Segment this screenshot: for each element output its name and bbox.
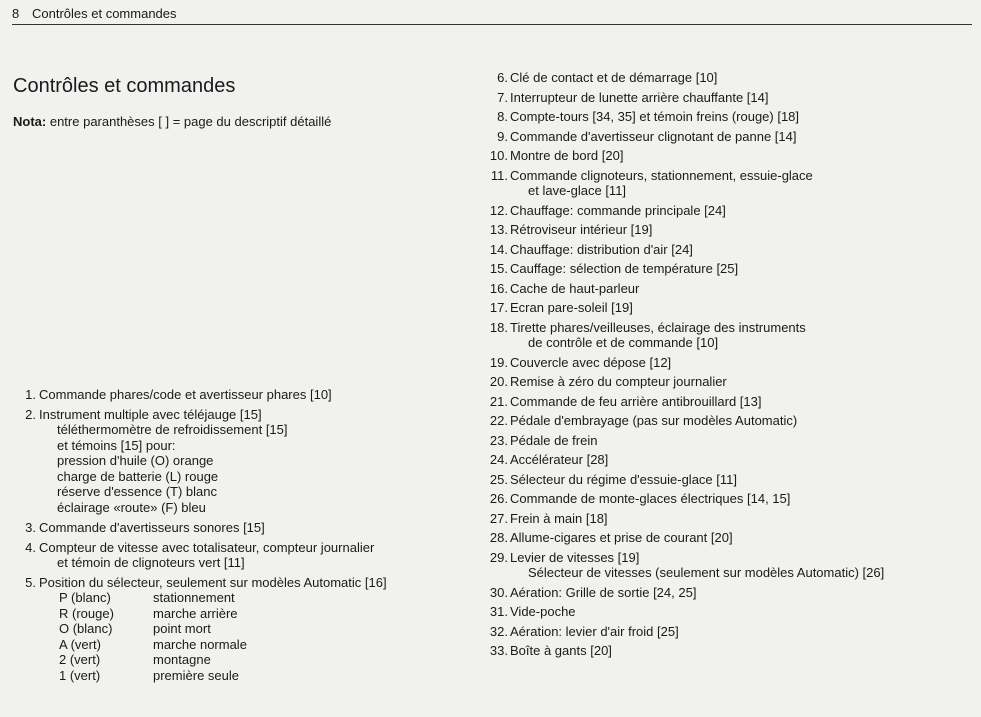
- item-text: Levier de vitesses [19]: [510, 549, 640, 565]
- item-text: Couvercle avec dépose [12]: [510, 354, 672, 370]
- item-text: Compteur de vitesse avec totalisateur, compteur journalier: [39, 539, 375, 555]
- item-number: 21.: [489, 393, 508, 409]
- list-item: [484, 203, 954, 219]
- list-item: [484, 300, 954, 316]
- list-item: [484, 624, 954, 640]
- item-text: Boîte à gants [20]: [510, 643, 612, 658]
- controls-list-right: [484, 70, 954, 659]
- item-number: 24.: [489, 452, 508, 467]
- item-number: 11.: [490, 167, 508, 183]
- running-title: Contrôles et commandes: [32, 6, 177, 21]
- item-number: 6.: [497, 70, 508, 85]
- list-item: [484, 394, 954, 410]
- list-item: [484, 530, 954, 546]
- list-item: [484, 148, 954, 164]
- item-number: 27.: [489, 510, 508, 526]
- item-number: 16.: [489, 280, 508, 296]
- list-item: [20, 520, 480, 536]
- list-item: [484, 261, 954, 277]
- list-item: [484, 129, 954, 145]
- item-text: Sélecteur du régime d'essuie-glace [11]: [510, 471, 737, 487]
- list-item: [484, 374, 954, 390]
- item-number: 9.: [497, 128, 508, 144]
- item-text: Chauffage: commande principale [24]: [510, 202, 726, 218]
- list-item: [20, 407, 480, 516]
- item-text: de contrôle et de commande [10]: [528, 335, 719, 350]
- note: [13, 114, 331, 130]
- item-text: Commande phares/code et avertisseur phares [10]: [39, 387, 332, 402]
- item-number: 32.: [489, 623, 508, 639]
- item-number: 20.: [489, 374, 508, 389]
- item-text: Commande clignoteurs, stationnement, essuie-glace: [510, 167, 813, 183]
- item-text: Pédale de frein: [510, 432, 598, 448]
- item-text: Instrument multiple avec téléjauge [15]: [39, 406, 262, 422]
- item-text: Clé de contact et de démarrage [10]: [510, 70, 718, 85]
- list-item: [484, 355, 954, 371]
- gear-position: O (blanc): [59, 621, 113, 636]
- gear-description: stationnement: [153, 590, 235, 605]
- page-number: 8: [12, 6, 20, 21]
- note-label: Nota:: [13, 114, 47, 129]
- list-item: [20, 387, 480, 403]
- item-subtext: pression d'huile (O) orange: [57, 453, 214, 468]
- list-item: [484, 109, 954, 125]
- item-text: Sélecteur de vitesses (seulement sur modèles Automatic) [26]: [528, 565, 885, 580]
- list-item: [484, 511, 954, 527]
- gear-position-row: [39, 606, 480, 622]
- item-text: Commande d'avertisseur clignotant de panne [14]: [510, 128, 797, 144]
- note-text: entre paranthèses [ ] = page du descriptif détaillé: [49, 114, 332, 129]
- item-number: 1.: [25, 387, 36, 402]
- list-item: [20, 575, 480, 684]
- item-text: Ecran pare-soleil [19]: [510, 300, 633, 315]
- gear-description: montagne: [153, 652, 211, 667]
- list-item: [484, 281, 954, 297]
- item-text: Position du sélecteur, seulement sur modèles Automatic [16]: [39, 574, 387, 590]
- list-item: [484, 472, 954, 488]
- item-subtext: réserve d'essence (T) blanc: [57, 484, 217, 499]
- item-number: 19.: [489, 354, 508, 370]
- gear-description: première seule: [153, 667, 239, 683]
- gear-position-row: [39, 637, 480, 653]
- item-subtext: et témoin de clignoteurs vert [11]: [57, 555, 245, 570]
- controls-list-left: [20, 387, 480, 683]
- gear-position: 1 (vert): [59, 667, 101, 683]
- item-text: Tirette phares/veilleuses, éclairage des instruments: [510, 319, 806, 335]
- item-text: Aération: levier d'air froid [25]: [510, 623, 679, 639]
- item-number: 7.: [497, 89, 508, 105]
- item-text: Commande de monte-glaces électriques [14, 15]: [510, 491, 791, 506]
- item-text: Cache de haut-parleur: [510, 280, 640, 296]
- item-subtext: et témoins [15] pour:: [57, 437, 176, 453]
- list-item: [484, 585, 954, 601]
- gear-position-row: [39, 590, 480, 606]
- item-text: Interrupteur de lunette arrière chauffante [14]: [510, 89, 769, 105]
- section-title: Contrôles et commandes: [13, 75, 236, 97]
- list-item: [484, 90, 954, 106]
- item-text: et lave-glace [11]: [528, 183, 627, 198]
- item-number: 31.: [489, 604, 508, 619]
- item-text: Aération: Grille de sortie [24, 25]: [510, 584, 697, 600]
- item-text: Allume-cigares et prise de courant [20]: [510, 530, 733, 545]
- item-text: Commande d'avertisseurs sonores [15]: [39, 520, 265, 535]
- list-item: [484, 70, 954, 86]
- list-item: [484, 550, 954, 581]
- item-number: 26.: [489, 491, 508, 506]
- item-text: Chauffage: distribution d'air [24]: [510, 241, 693, 257]
- list-item: [484, 433, 954, 449]
- list-item: [484, 452, 954, 468]
- item-text: Montre de bord [20]: [510, 148, 624, 163]
- gear-description: marche arrière: [153, 605, 238, 621]
- item-subtext: téléthermomètre de refroidissement [15]: [57, 422, 288, 437]
- item-number: 25.: [489, 471, 508, 487]
- item-number: 18.: [489, 319, 508, 335]
- item-text: Vide-poche: [510, 604, 576, 619]
- item-text: Cauffage: sélection de température [25]: [510, 261, 739, 276]
- list-item: [20, 540, 480, 571]
- item-number: 12.: [489, 202, 508, 218]
- item-number: 4.: [25, 539, 36, 555]
- item-text: Remise à zéro du compteur journalier: [510, 374, 727, 389]
- gear-position-row: [39, 668, 480, 684]
- item-number: 28.: [489, 530, 508, 545]
- gear-position: R (rouge): [59, 605, 114, 621]
- item-text: Commande de feu arrière antibrouillard [13]: [510, 393, 762, 409]
- item-number: 22.: [489, 413, 508, 428]
- item-number: 17.: [489, 300, 508, 315]
- item-number: 14.: [489, 241, 508, 257]
- gear-position-row: [39, 621, 480, 637]
- gear-description: marche normale: [153, 636, 247, 652]
- item-text: Compte-tours [34, 35] et témoin freins (rouge) [18]: [510, 109, 800, 124]
- item-text: Frein à main [18]: [510, 510, 608, 526]
- item-number: 13.: [489, 222, 508, 237]
- item-number: 8.: [497, 109, 508, 124]
- list-item: [484, 604, 954, 620]
- list-item: [484, 491, 954, 507]
- list-item: [484, 320, 954, 351]
- list-item: [484, 413, 954, 429]
- item-subtext: charge de batterie (L) rouge: [57, 468, 219, 484]
- item-number: 15.: [489, 261, 508, 276]
- item-text: Rétroviseur intérieur [19]: [510, 222, 653, 237]
- item-text: Pédale d'embrayage (pas sur modèles Automatic): [510, 413, 798, 428]
- gear-description: point mort: [153, 621, 211, 636]
- gear-position-row: [39, 652, 480, 668]
- list-item: [484, 643, 954, 659]
- list-item: [484, 242, 954, 258]
- item-number: 2.: [25, 406, 36, 422]
- gear-position: A (vert): [59, 636, 101, 652]
- list-item: [484, 168, 954, 199]
- item-subtext: éclairage «route» (F) bleu: [57, 499, 206, 515]
- gear-position: P (blanc): [59, 590, 111, 605]
- page-header: [12, 4, 972, 25]
- item-number: 3.: [25, 520, 36, 535]
- item-number: 5.: [25, 574, 36, 590]
- item-number: 23.: [489, 432, 508, 448]
- item-number: 29.: [489, 549, 508, 565]
- gear-position: 2 (vert): [59, 652, 101, 667]
- item-text: Accélérateur [28]: [510, 452, 609, 467]
- item-number: 10.: [489, 148, 508, 163]
- list-item: [484, 222, 954, 238]
- item-number: 30.: [489, 584, 508, 600]
- item-number: 33.: [489, 643, 508, 658]
